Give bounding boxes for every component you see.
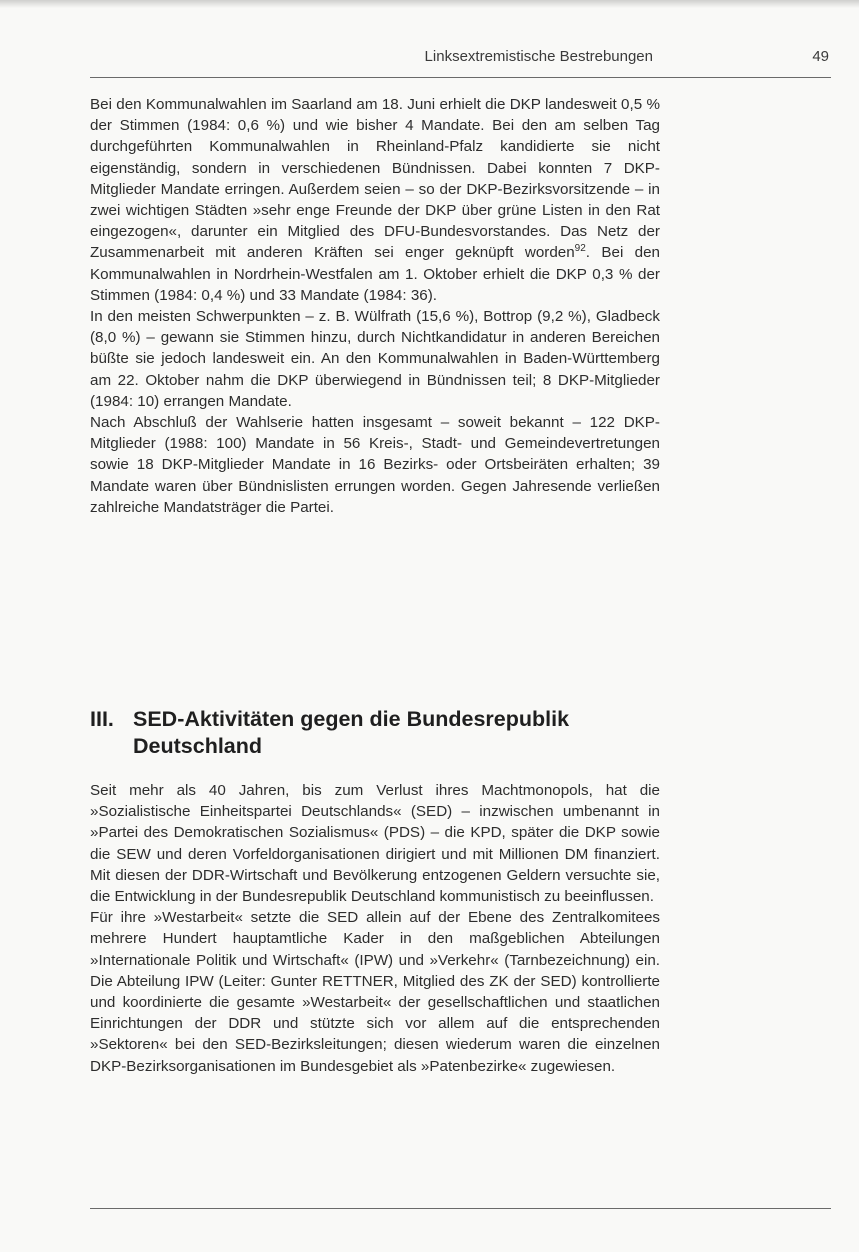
paragraph: Nach Abschluß der Wahlserie hatten insgesamt – soweit bekannt – 122 DKP-Mitglieder (1988: 100) Mandate in 56 Kreis-, Stadt- und Gemeindevertretungen sowie 18 DKP-Mitglieder Mandate in 16 Bezirks- oder Ortsbeiräten erhalten; 39 Mandate waren über Bündnislisten errungen worden. Gegen Jahresende verließen zahlreiche Mandatsträger die Partei. bbox=[90, 414, 660, 516]
section-sed-activities bbox=[90, 780, 660, 1077]
scan-edge bbox=[0, 0, 859, 8]
heading-title: SED-Aktivitäten gegen die Bundesrepublik Deutschland bbox=[133, 707, 570, 758]
running-title: Linksextremistische Bestrebungen bbox=[424, 48, 653, 65]
page-number: 49 bbox=[812, 48, 829, 65]
paragraph: Seit mehr als 40 Jahren, bis zum Verlust ihres Machtmonopols, hat die »Sozialistische Einheitspartei Deutschlands« (SED) – inzwischen umbenannt in »Partei des Demokratischen Sozialismus« (PDS) – die KPD, später die DKP sowie die SEW und deren Vorfeldorganisationen dirigiert und mit Millionen DM finanziert. Mit diesen der DDR-Wirtschaft und Bevölkerung entzogenen Geldern versuchte sie, die Entwicklung in der Bundesrepublik Deutschland kommunistisch zu beeinflussen. bbox=[90, 782, 660, 906]
footnote-marker[interactable]: 92 bbox=[574, 243, 586, 255]
paragraph-text: Bei den Kommunalwahlen im Saarland am 18. Juni erhielt die DKP landesweit 0,5 % der Stimmen (1984: 0,6 %) und wie bisher 4 Mandate. Bei den am selben Tag durchgeführten Kommunalwahlen in Rheinland-Pfalz kandidierte sie nicht eigenständig, sondern in verschiedenen Bündnissen. Dabei konnten 7 DKP-Mitglieder Mandate erringen. Außerdem seien – so der DKP-Bezirksvorsitzende – in zwei wichtigen Städten »sehr enge Freunde der DKP über grüne Listen in den Rat eingezogen«, darunter ein Mitglied des DFU-Bundesvorstandes. Das Netz der Zusammenarbeit mit anderen Kräften sei enger geknüpft worden bbox=[90, 96, 660, 262]
paragraph: Für ihre »Westarbeit« setzte die SED allein auf der Ebene des Zentralkomitees mehrere Hundert hauptamtliche Kader in den maßgeblichen Abteilungen »Internationale Politik und Wirtschaft« (IPW) und »Verkehr« (Tarnbezeichnung) ein. Die Abteilung IPW (Leiter: Gunter RETTNER, Mitglied des ZK der SED) kontrollierte und koordinierte die gesamte »Westarbeit« der gesellschaftlichen und staatlichen Einrichtungen der DDR und stützte sich vor allem auf die entsprechenden »Sektoren« bei den SED-Bezirksleitungen; diesen wiederum waren die einzelnen DKP-Bezirksorganisationen im Bundesgebiet als »Patenbezirke« zugewiesen. bbox=[90, 909, 660, 1075]
paragraph bbox=[90, 94, 660, 306]
heading-number: III. bbox=[90, 707, 114, 731]
section-election-results bbox=[90, 94, 660, 518]
page-header bbox=[90, 48, 831, 72]
header-rule bbox=[90, 77, 831, 78]
footer-rule bbox=[90, 1208, 831, 1209]
paragraph-text-continued: . Bei den Kommunalwahlen in Nordrhein-Westfalen am 1. Oktober erhielt die DKP 0,3 % der Stimmen (1984: 0,4 %) und 33 Mandate (1984: 36). bbox=[90, 244, 660, 304]
paragraph: In den meisten Schwerpunkten – z. B. Wülfrath (15,6 %), Bottrop (9,2 %), Gladbeck (8,0 %) – gewann sie Stimmen hinzu, durch Nichtkandidatur in anderen Bereichen büßte sie jedoch landesweit ein. An den Kommunalwahlen in Baden-Württemberg am 22. Oktober nahm die DKP überwiegend in Bündnissen teil; 8 DKP-Mitglieder (1984: 10) errangen Mandate. bbox=[90, 308, 660, 410]
